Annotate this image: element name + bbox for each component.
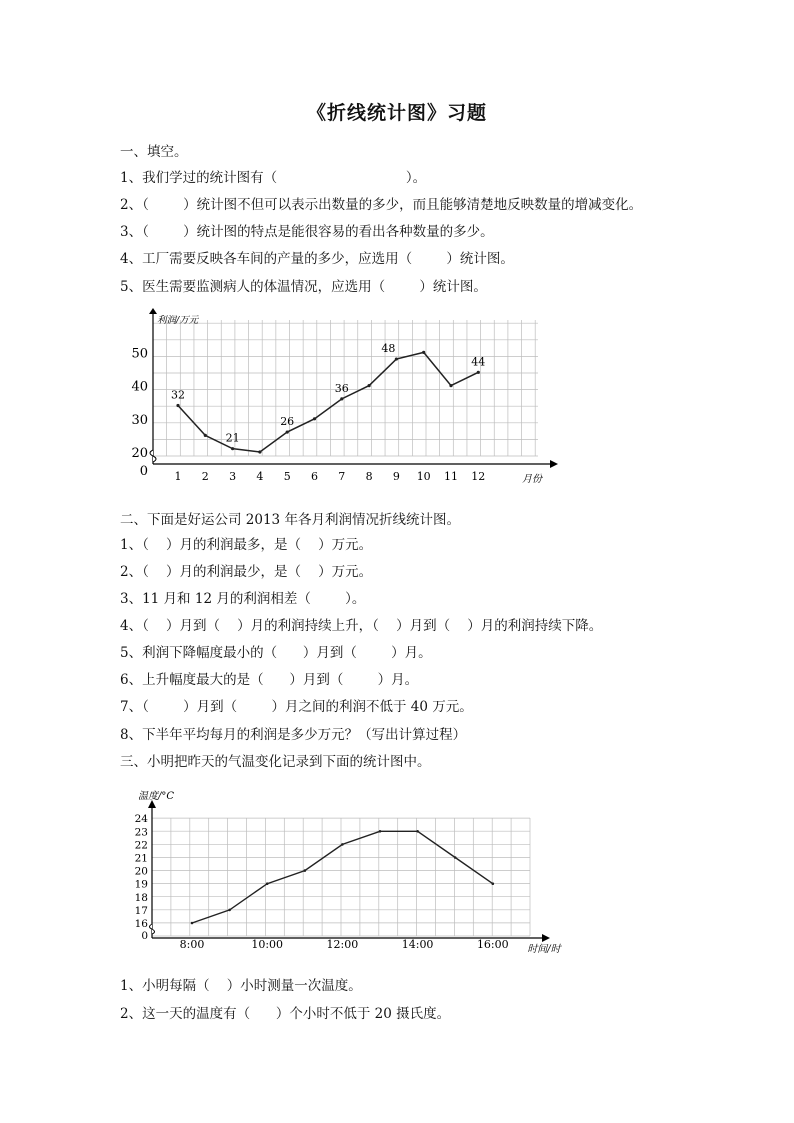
x-tick-label: 3 [229,470,237,483]
question-3-1: 1、小明每隔（ ）小时测量一次温度。 [120,978,362,994]
x-tick-label: 12:00 [326,938,359,951]
data-point [422,351,425,354]
x-tick-label: 14:00 [401,938,434,951]
y-tick-label: 20 [131,446,148,461]
data-point [204,434,207,437]
x-tick-label: 8 [365,470,373,483]
data-point [191,922,194,925]
question-3-2: 2、这一天的温度有（ ）个小时不低于 20 摄氏度。 [120,1006,451,1022]
question-2-7: 7、（ ）月到（ ）月之间的利润不低于 40 万元。 [120,699,473,715]
x-tick-label: 7 [338,470,346,483]
x-tick-label: 10:00 [251,938,284,951]
data-point [340,397,343,400]
question-1-3: 3、（ ）统计图的特点是能很容易的看出各种数量的多少。 [120,224,494,240]
x-axis-arrow [542,934,550,942]
question-2-3: 3、11 月和 12 月的利润相差（ ）。 [120,591,366,607]
data-point [368,384,371,387]
y-tick-label: 17 [134,904,148,917]
profit-line-chart [130,308,570,488]
y-axis-label: 温度/°C [138,791,175,802]
y-tick-label: 22 [134,839,148,852]
data-point [313,417,316,420]
data-point [341,843,344,846]
x-tick-label: 4 [256,470,264,483]
data-point [477,371,480,374]
data-point [258,450,261,453]
section-3-heading: 三、小明把昨天的气温变化记录到下面的统计图中。 [120,754,431,770]
x-tick-label: 9 [392,470,400,483]
x-tick-label: 1 [174,470,182,483]
x-tick-label: 8:00 [179,938,205,951]
y-tick-label: 16 [134,918,148,930]
data-point [176,404,179,407]
y-tick-label: 40 [131,379,148,395]
y-tick-label: 50 [131,346,148,362]
y-tick-label: 20 [134,865,148,878]
y-axis-arrow [149,308,157,314]
x-axis-label: 月份 [522,474,542,485]
x-tick-label: 12 [471,470,486,483]
data-label: 36 [334,381,349,395]
data-point [492,882,495,885]
y-tick-label: 24 [134,813,148,826]
y-tick-label: 21 [134,852,148,865]
data-label: 26 [280,415,295,429]
y-tick-label: 0 [141,930,148,942]
question-1-4: 4、工厂需要反映各车间的产量的多少，应选用（ ）统计图。 [120,251,514,267]
y-tick-label: 18 [134,891,148,904]
x-tick-label: 10 [416,470,431,483]
y-tick-label: 23 [134,826,148,839]
data-point [304,869,307,872]
section-1-heading: 一、填空。 [120,144,188,160]
data-point [228,909,231,912]
data-label: 48 [381,342,396,356]
axis-break-mark [150,924,155,934]
y-tick-label: 19 [134,878,148,891]
x-tick-label: 16:00 [476,938,509,951]
question-2-5: 5、利润下降幅度最小的（ ）月到（ ）月。 [120,645,432,661]
data-point [266,882,269,885]
question-1-5: 5、医生需要监测病人的体温情况，应选用（ ）统计图。 [120,279,487,295]
page-title: 《折线统计图》习题 [306,102,487,124]
question-2-4: 4、（ ）月到（ ）月的利润持续上升，（ ）月到（ ）月的利润持续下降。 [120,618,603,634]
question-2-6: 6、上升幅度最大的是（ ）月到（ ）月。 [120,672,419,688]
x-tick-label: 5 [283,470,291,483]
x-axis-label: 时间/时 [527,944,561,955]
y-tick-label: 30 [131,412,148,428]
question-2-2: 2、（ ）月的利润最少，是（ ）万元。 [120,564,373,580]
data-label: 21 [225,431,240,445]
data-point [454,856,457,859]
section-2-heading: 二、下面是好运公司 2013 年各月利润情况折线统计图。 [120,512,460,528]
data-point [286,430,289,433]
profit-series-line [178,352,478,452]
x-tick-label: 2 [201,470,209,483]
data-point [449,384,452,387]
data-point [231,447,234,450]
temperature-line-chart [130,782,575,960]
data-point [395,357,398,360]
data-label: 44 [471,355,486,369]
question-1-1: 1、我们学过的统计图有（ ）。 [120,170,427,186]
y-tick-label: 0 [139,464,148,479]
data-point [379,830,382,833]
y-axis-label: 利润/万元 [157,315,199,326]
question-1-2: 2、（ ）统计图不但可以表示出数量的多少，而且能够清楚地反映数量的增减变化。 [120,197,643,213]
question-2-1: 1、（ ）月的利润最多，是（ ）万元。 [120,537,373,553]
x-axis-arrow [550,460,558,468]
question-2-8: 8、下半年平均每月的利润是多少万元？（写出计算过程） [120,727,467,743]
x-tick-label: 11 [444,470,458,483]
x-tick-label: 6 [311,470,318,483]
data-point [416,830,419,833]
data-label: 32 [171,388,185,402]
